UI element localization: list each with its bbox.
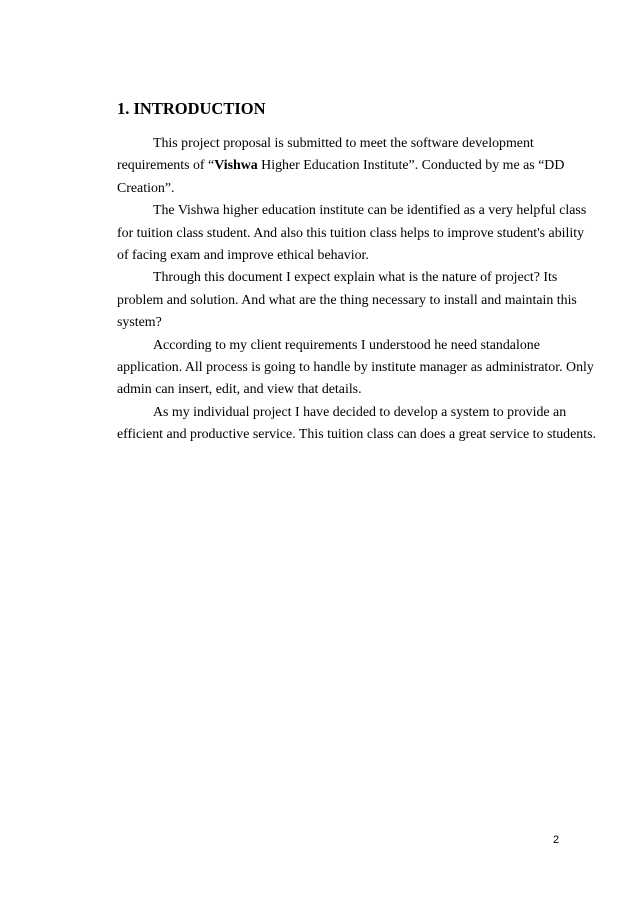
paragraph-line: admin can insert, edit, and view that details.: [117, 382, 362, 398]
institute-name-bold: Vishwa: [214, 158, 258, 174]
paragraph-line: application. All process is going to handle by institute manager as administrator. Only: [117, 360, 594, 376]
paragraph-2: [117, 200, 587, 267]
paragraph-1: [117, 133, 565, 200]
paragraph-line: for tuition class student. And also this tuition class helps to improve student's ability: [117, 225, 585, 241]
paragraph-line: of facing exam and improve ethical behavior.: [117, 248, 369, 264]
paragraph-line: The Vishwa higher education institute can be identified as a very helpful class: [153, 203, 587, 219]
paragraph-line: Through this document I expect explain what is the nature of project? Its: [153, 270, 558, 286]
paragraph-5: [117, 402, 596, 447]
paragraph-line: [117, 155, 565, 177]
paragraph-line: This project proposal is submitted to meet the software development: [153, 136, 534, 151]
page-number: 2: [553, 834, 560, 846]
paragraph-3: [117, 267, 577, 334]
paragraph-line: As my individual project I have decided to develop a system to provide an: [153, 404, 567, 420]
paragraph-text: requirements of “: [117, 158, 215, 174]
document-body: [117, 133, 596, 447]
paragraph-4: [117, 335, 594, 402]
paragraph-text: Higher Education Institute”. Conducted by me as “DD: [261, 158, 565, 174]
paragraph-line: Creation”.: [117, 180, 175, 196]
section-heading: 1. INTRODUCTION: [117, 99, 266, 118]
paragraph-line: According to my client requirements I understood he need standalone: [153, 337, 540, 353]
paragraph-line: system?: [117, 315, 162, 331]
paragraph-line: problem and solution. And what are the thing necessary to install and maintain this: [117, 292, 577, 308]
paragraph-line: efficient and productive service. This tuition class can does a great service to students.: [117, 427, 596, 443]
